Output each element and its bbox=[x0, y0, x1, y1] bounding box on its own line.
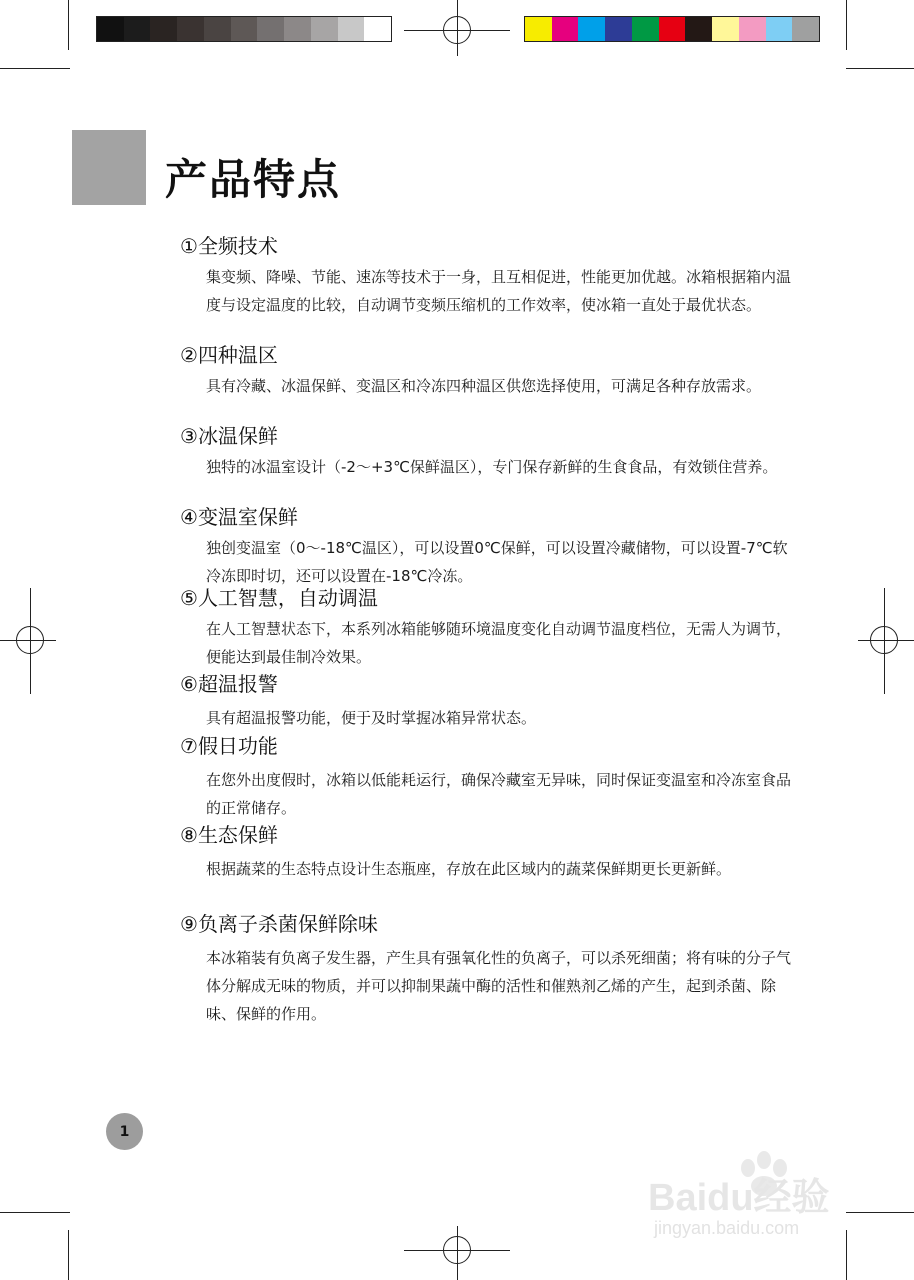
feature-title: 假日功能 bbox=[197, 734, 278, 758]
feature-description: 根据蔬菜的生态特点设计生态瓶座，存放在此区域内的蔬菜保鲜期更长更新鲜。 bbox=[206, 860, 732, 878]
calibration-swatch bbox=[792, 17, 819, 41]
feature-number: ① bbox=[180, 234, 198, 258]
feature-item bbox=[180, 910, 820, 1028]
feature-number: ④ bbox=[180, 505, 198, 529]
calibration-swatch bbox=[632, 17, 659, 41]
registration-line bbox=[30, 588, 31, 694]
feature-heading bbox=[180, 422, 820, 450]
registration-line bbox=[858, 640, 914, 641]
calibration-swatch bbox=[231, 17, 258, 41]
feature-number: ⑥ bbox=[180, 672, 198, 696]
registration-line bbox=[884, 588, 885, 694]
feature-item bbox=[180, 584, 820, 671]
calibration-swatch bbox=[204, 17, 231, 41]
feature-item bbox=[180, 670, 820, 732]
feature-number: ② bbox=[180, 343, 198, 367]
calibration-swatch bbox=[124, 17, 151, 41]
feature-number: ⑨ bbox=[180, 912, 198, 936]
feature-heading bbox=[180, 341, 820, 369]
calibration-swatch bbox=[552, 17, 579, 41]
calibration-swatch bbox=[578, 17, 605, 41]
feature-number: ⑦ bbox=[180, 734, 198, 758]
registration-line bbox=[0, 640, 56, 641]
registration-line bbox=[457, 1226, 458, 1280]
page-number: 1 bbox=[106, 1113, 143, 1150]
baidu-watermark bbox=[648, 1148, 878, 1248]
feature-title: 全频技术 bbox=[197, 234, 278, 258]
feature-description: 具有冷藏、冰温保鲜、变温区和冷冻四种温区供您选择使用，可满足各种存放需求。 bbox=[206, 377, 762, 395]
feature-description: 集变频、降噪、节能、速冻等技术于一身，且互相促进，性能更加优越。冰箱根据箱内温度与设定温度的比较，自动调节变频压缩机的工作效率，使冰箱一直处于最优状态。 bbox=[206, 268, 792, 314]
calibration-swatch bbox=[659, 17, 686, 41]
calibration-swatch bbox=[97, 17, 124, 41]
calibration-swatch bbox=[766, 17, 793, 41]
section-marker bbox=[72, 130, 146, 205]
feature-title: 生态保鲜 bbox=[197, 823, 278, 847]
feature-heading bbox=[180, 910, 820, 938]
feature-title: 人工智慧，自动调温 bbox=[197, 586, 378, 610]
calibration-swatch bbox=[257, 17, 284, 41]
crop-mark bbox=[0, 1212, 70, 1213]
feature-item bbox=[180, 821, 820, 883]
page-title: 产品特点 bbox=[165, 155, 342, 204]
feature-item bbox=[180, 422, 820, 481]
crop-mark bbox=[846, 68, 914, 69]
feature-heading bbox=[180, 670, 820, 698]
calibration-swatch bbox=[338, 17, 365, 41]
feature-description: 本冰箱装有负离子发生器，产生具有强氧化性的负离子，可以杀死细菌；将有味的分子气体分解成无味的物质，并可以抑制果蔬中酶的活性和催熟剂乙烯的产生，起到杀菌、除味、保鲜的作用。 bbox=[206, 949, 792, 1023]
grayscale-calibration-bar bbox=[96, 16, 392, 42]
feature-heading bbox=[180, 584, 820, 612]
feature-description: 在人工智慧状态下，本系列冰箱能够随环境温度变化自动调节温度档位，无需人为调节，便能达到最佳制冷效果。 bbox=[206, 620, 792, 666]
feature-item bbox=[180, 341, 820, 400]
calibration-swatch bbox=[739, 17, 766, 41]
feature-heading bbox=[180, 821, 820, 849]
feature-title: 负离子杀菌保鲜除味 bbox=[197, 912, 378, 936]
calibration-swatch bbox=[284, 17, 311, 41]
feature-number: ⑤ bbox=[180, 586, 198, 610]
feature-title: 四种温区 bbox=[197, 343, 278, 367]
feature-description: 在您外出度假时，冰箱以低能耗运行，确保冷藏室无异味，同时保证变温室和冷冻室食品的正常储存。 bbox=[206, 771, 792, 817]
crop-mark bbox=[846, 0, 847, 50]
feature-heading bbox=[180, 732, 820, 760]
crop-mark bbox=[68, 1230, 69, 1280]
calibration-swatch bbox=[605, 17, 632, 41]
feature-item bbox=[180, 232, 820, 319]
feature-number: ③ bbox=[180, 424, 198, 448]
color-calibration-bar bbox=[524, 16, 820, 42]
feature-number: ⑧ bbox=[180, 823, 198, 847]
crop-mark bbox=[68, 0, 69, 50]
feature-description: 独创变温室（0～-18℃温区），可以设置0℃保鲜，可以设置冷藏储物，可以设置-7℃软冷冻即时切，还可以设置在-18℃冷冻。 bbox=[206, 539, 788, 585]
calibration-swatch bbox=[311, 17, 338, 41]
feature-title: 超温报警 bbox=[197, 672, 278, 696]
feature-heading bbox=[180, 503, 820, 531]
calibration-swatch bbox=[364, 17, 391, 41]
feature-description: 具有超温报警功能，便于及时掌握冰箱异常状态。 bbox=[206, 709, 537, 727]
feature-title: 冰温保鲜 bbox=[197, 424, 278, 448]
registration-line bbox=[457, 0, 458, 56]
calibration-swatch bbox=[685, 17, 712, 41]
crop-mark bbox=[0, 68, 70, 69]
feature-item bbox=[180, 732, 820, 822]
feature-heading bbox=[180, 232, 820, 260]
calibration-swatch bbox=[712, 17, 739, 41]
watermark-text: Baidu经验 bbox=[648, 1177, 830, 1219]
feature-description: 独特的冰温室设计（-2～+3℃保鲜温区），专门保存新鲜的生食食品，有效锁住营养。 bbox=[206, 458, 778, 476]
feature-item bbox=[180, 503, 820, 590]
feature-title: 变温室保鲜 bbox=[197, 505, 298, 529]
watermark-url: jingyan.baidu.com bbox=[654, 1218, 800, 1238]
calibration-swatch bbox=[150, 17, 177, 41]
calibration-swatch bbox=[177, 17, 204, 41]
calibration-swatch bbox=[525, 17, 552, 41]
